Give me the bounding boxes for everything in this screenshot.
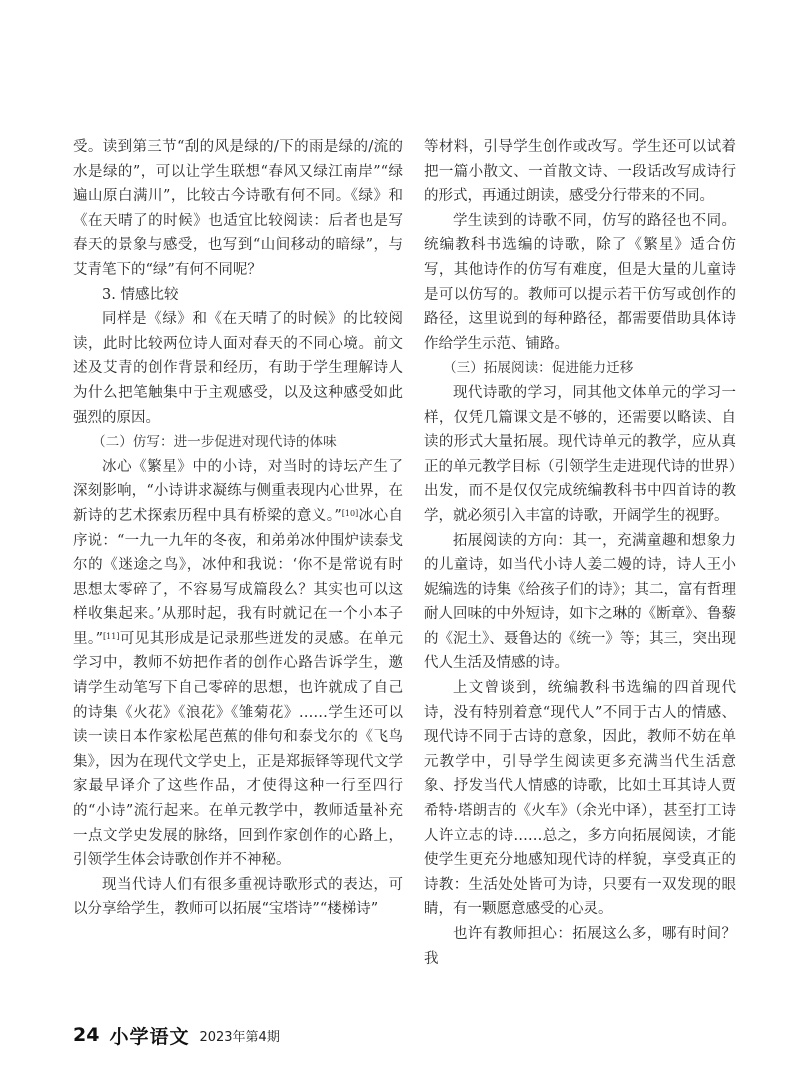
page-number: 24 bbox=[73, 1024, 100, 1046]
left-column bbox=[73, 135, 403, 922]
journal-name: 小学语文 bbox=[109, 1025, 190, 1048]
paragraph: 受。读到第三节“刮的风是绿的/下的雨是绿的/流的水是绿的”，可以让学生联想“春风又绿江南岸”“绿遍山原白满川”，比较古今诗歌有何不同。《绿》和《在天晴了的时候》也适宜比较阅读：后者也是写春天的景象与感受，也写到“山间移动的暗绿”，与艾青笔下的“绿”有何不同呢？ bbox=[73, 139, 403, 278]
paragraph-text: 冰心《繁星》中的小诗，对当时的诗坛产生了深刻影响，“小诗讲求凝练与侧重表现内心世界，在新诗的艺术探索历程中具有桥梁的意义。” bbox=[73, 458, 403, 524]
page-footer bbox=[73, 1022, 280, 1048]
citation-ref: [11] bbox=[103, 631, 120, 641]
subheading-emotion-comparison: 3. 情感比较 bbox=[102, 286, 179, 303]
paragraph: 同样是《绿》和《在天晴了的时候》的比较阅读，此时比较两位诗人面对春天的不同心境。前文述及艾青的创作背景和经历，有助于学生理解诗人为什么把笔触集中于主观感受，以及这种感受如此强烈的原因。 bbox=[73, 311, 403, 426]
paragraph-text: 可见其形成是记录那些迸发的灵感。在单元学习中，教师不妨把作者的创作心路告诉学生，邀请学生动笔写下自己零碎的思想，也许就成了自己的诗集《火花》《浪花》《雏菊花》……学生还可以读一读日本作家松尾芭蕉的俳句和泰戈尔的《飞鸟集》，因为在现代文学史上，正是郑振铎等现代文学家最早译介了这些作品，才使得这种一行至四行的“小诗”流行起来。在单元教学中，教师适量补充一点文学史发展的脉络，回到作家创作的心路上，引领学生体会诗歌创作并不神秘。 bbox=[73, 630, 403, 869]
right-column bbox=[424, 135, 736, 971]
citation-ref: [10] bbox=[341, 508, 359, 518]
paragraph-text: 冰心自序说：“一九一九年的冬夜，和弟弟冰仲围炉读泰戈尔的《迷途之鸟》，冰仲和我说：‘你不是常说有时思想太零碎了，不容易写成篇段么？其实也可以这样收集起来。’从那时起，我有时就记在一个小本子里。” bbox=[73, 507, 403, 647]
section-heading-imitation: （二）仿写：进一步促进对现代诗的体味 bbox=[92, 434, 337, 451]
paragraph: 现当代诗人们有很多重视诗歌形式的表达，可以分享给学生，教师可以拓展“宝塔诗”“楼梯诗” bbox=[73, 876, 403, 918]
paragraph: 等材料，引导学生创作或改写。学生还可以试着把一篇小散文、一首散文诗、一段话改写成诗行的形式，再通过朗读，感受分行带来的不同。 bbox=[424, 139, 736, 205]
paragraph: 学生读到的诗歌不同，仿写的路径也不同。统编教科书选编的诗歌，除了《繁星》适合仿写，其他诗作的仿写有难度，但是大量的儿童诗是可以仿写的。教师可以提示若干仿写或创作的路径，这里说到的每种路径，都需要借助具体诗作给学生示范、铺路。 bbox=[424, 212, 736, 352]
paragraph bbox=[73, 455, 403, 873]
issue-label: 2023年第4期 bbox=[199, 1029, 280, 1045]
paragraph: 上文曾谈到，统编教科书选编的四首现代诗，没有特别着意“现代人”不同于古人的情感、现代诗不同于古诗的意象，因此，教师不妨在单元教学中，引导学生阅读更多充满当代生活意象、抒发当代人情感的诗歌，比如土耳其诗人贾希特·塔朗吉的《火车》（余光中译），甚至打工诗人许立志的诗……总之，多方向拓展阅读，才能使学生更充分地感知现代诗的样貌，享受真正的诗教：生活处处皆可为诗，只要有一双发现的眼睛，有一颗愿意感受的心灵。 bbox=[424, 680, 736, 918]
section-heading-extended-reading: （三）拓展阅读：促进能力迁移 bbox=[443, 360, 634, 377]
paragraph: 拓展阅读的方向：其一，充满童趣和想象力的儿童诗，如当代小诗人姜二嫚的诗，诗人王小妮编选的诗集《给孩子们的诗》；其二，富有哲理耐人回味的中外短诗，如卞之琳的《断章》、鲁藜的《泥土》、聂鲁达的《统一》等；其三，突出现代人生活及情感的诗。 bbox=[424, 532, 736, 672]
paragraph: 现代诗歌的学习，同其他文体单元的学习一样，仅凭几篇课文是不够的，还需要以略读、自读的形式大量拓展。现代诗单元的教学，应从真正的单元教学目标（引领学生走进现代诗的世界）出发，而不是仅仅完成统编教科书中四首诗的教学，就必须引入丰富的诗歌，开阔学生的视野。 bbox=[424, 384, 736, 524]
paragraph: 也许有教师担心：拓展这么多，哪有时间？我 bbox=[424, 926, 736, 967]
